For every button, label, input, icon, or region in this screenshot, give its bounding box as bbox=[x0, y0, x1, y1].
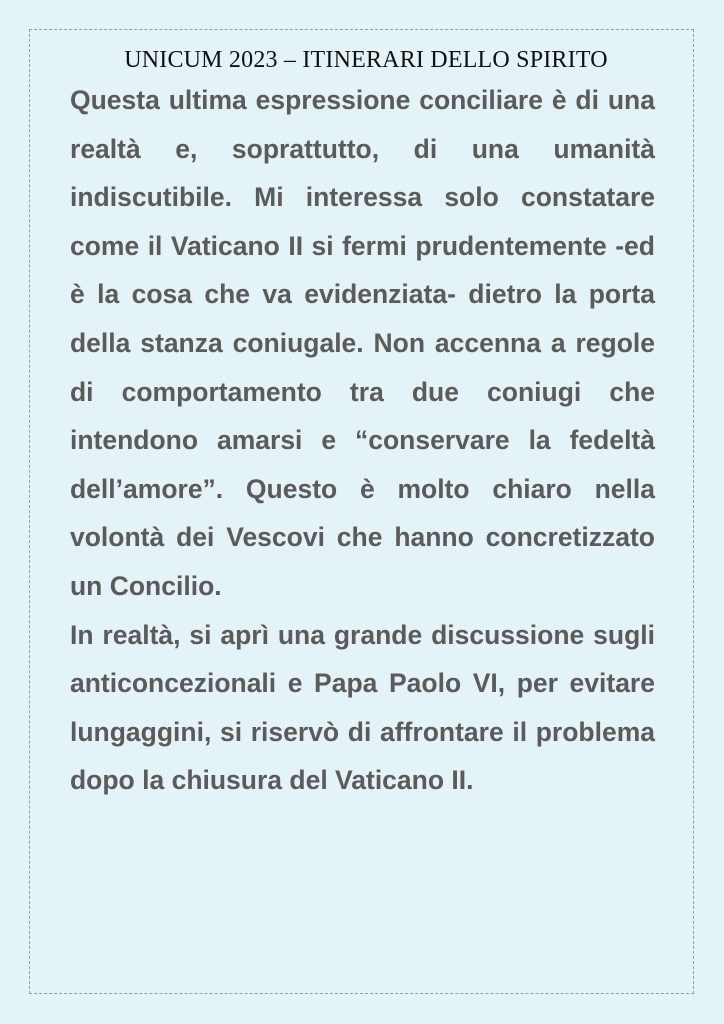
body-text bbox=[70, 76, 655, 805]
paragraph: In realtà, si aprì una grande discussione sugli anticoncezionali e Papa Paolo VI, per evitare lungaggini, si riservò di affrontare il problema dopo la chiusura del Vaticano II. bbox=[70, 619, 655, 796]
paragraph: Questa ultima espressione conciliare è di una realtà e, soprattutto, di una umanità indiscutibile. Mi interessa solo constatare come il Vaticano II si fermi prudentemente -ed è la cosa che va evidenziata- dietro la porta della stanza coniugale. Non accenna a regole di comportamento tra due coniugi che intendono amarsi e “conservare la fedeltà dell’amore”. Questo è molto chiaro nella volontà dei Vescovi che hanno concretizzato un Concilio. bbox=[70, 85, 655, 601]
page-header: UNICUM 2023 – ITINERARI DELLO SPIRITO bbox=[124, 47, 608, 73]
